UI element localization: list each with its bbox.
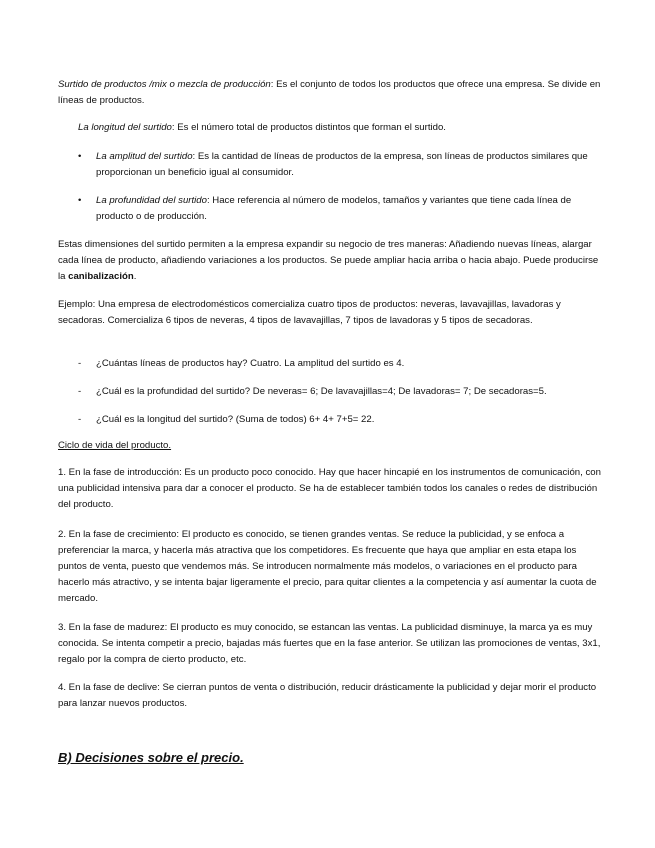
amplitud-paragraph [96, 149, 601, 181]
fase-paragraph: 2. En la fase de crecimiento: El producto es conocido, se tienen grandes ventas. Se reduce la publicidad, y se enfoca a preferenciar la marca, y hacerla más atractiva que los competidores. Es frecuente que haya que ampliar en esta etapa los puntos de venta, puesto que vendemos más. Se introducen normalmente más modelos, o variaciones en el producto para hacerlo más atractivo, y se intenta bajar ligeramente el precio, para quitar clientes a la competencia y así aumentar la cuota de mercado. [58, 529, 597, 604]
dimensiones-end: . [133, 271, 137, 282]
profundidad-paragraph [96, 193, 601, 225]
surtido-term: Surtido de productos /mix o mezcla de producción [58, 79, 271, 90]
dash-marker: - [78, 414, 82, 425]
dimensiones-paragraph [58, 237, 603, 285]
canibalizacion-term: canibalización [68, 271, 134, 282]
surtido-paragraph [58, 77, 603, 109]
profundidad-definition: : Hace referencia al número de modelos, tamaños y variantes que tiene cada línea de producto o de producción. [96, 195, 572, 222]
bullet-dot: • [78, 195, 82, 206]
fase-paragraph: 4. En la fase de declive: Se cierran puntos de venta o distribución, reducir drásticamente la publicidad y dejar morir el producto para lanzar nuevos productos. [58, 682, 597, 709]
amplitud-term: La amplitud del surtido [96, 151, 193, 162]
longitud-definition: : Es el número total de productos distintos que forman el surtido. [171, 122, 446, 133]
amplitud-definition: : Es la cantidad de líneas de productos de la empresa, son líneas de productos similares que proporcionan un beneficio igual al consumidor. [96, 151, 588, 178]
question-item: ¿Cuántas líneas de productos hay? Cuatro. La amplitud del surtido es 4. [96, 358, 405, 369]
fase-paragraph: 1. En la fase de introducción: Es un producto poco conocido. Hay que hacer hincapié en los instrumentos de comunicación, con una publicidad intensiva para dar a conocer el producto. Se ha de establecer también todos los canales o redes de distribución del producto. [58, 467, 601, 510]
profundidad-term: La profundidad del surtido [96, 195, 207, 206]
question-item: ¿Cuál es la profundidad del surtido? De neveras= 6; De lavavajillas=4; De lavadoras= 7; De secadoras=5. [96, 386, 547, 397]
longitud-paragraph [78, 120, 603, 136]
ciclo-title: Ciclo de vida del producto. [58, 440, 172, 451]
bullet-dot: • [78, 151, 82, 162]
ejemplo-paragraph: Ejemplo: Una empresa de electrodomésticos comercializa cuatro tipos de productos: neveras, lavavajillas, lavadoras y secadoras. Comercializa 6 tipos de neveras, 4 tipos de lavavajillas, 7 tipos de lavadoras y 5 tipos de secadoras. [58, 299, 561, 326]
longitud-term: La longitud del surtido [78, 122, 172, 133]
fase-paragraph: 3. En la fase de madurez: El producto es muy conocido, se estancan las ventas. La publicidad disminuye, la marca ya es muy conocida. Se intenta competir a precio, bajadas más fuertes que en la fase anterior. Se utilizan las promociones de ventas, 3x1, regalo por la compra de cierto producto, etc. [58, 622, 601, 665]
question-item: ¿Cuál es la longitud del surtido? (Suma de todos) 6+ 4+ 7+5= 22. [96, 414, 375, 425]
dimensiones-text: Estas dimensiones del surtido permiten a la empresa expandir su negocio de tres maneras: Añadiendo nuevas líneas, alargar cada línea de producto, añadiendo variaciones a los productos. Se puede ampliar hacia arriba o hacia abajo. Puede producirse la [58, 239, 599, 282]
dash-marker: - [78, 386, 82, 397]
surtido-definition: : Es el conjunto de todos los productos que ofrece una empresa. Se divide en líneas de productos. [58, 79, 601, 106]
section-heading: B) Decisiones sobre el precio. [58, 750, 244, 765]
dash-marker: - [78, 358, 82, 369]
